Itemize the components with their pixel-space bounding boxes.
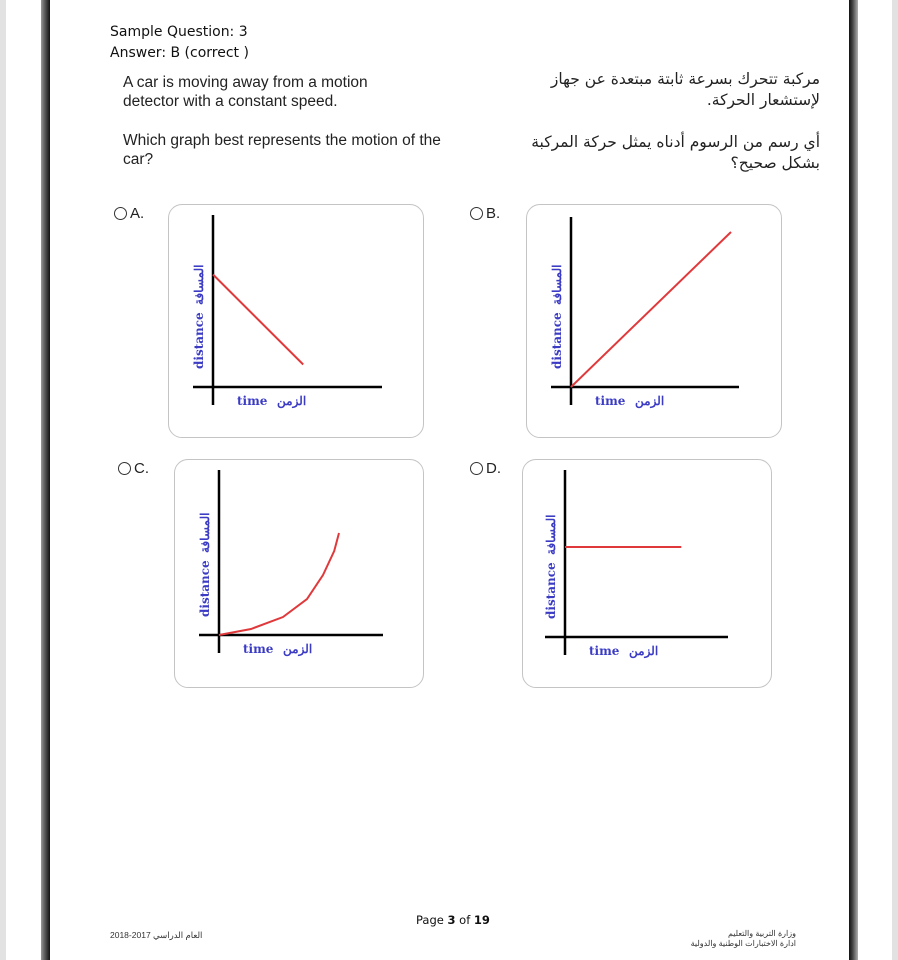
page-prefix: Page — [416, 913, 448, 927]
x-axis-label-english: time — [589, 644, 620, 658]
radio-button-icon[interactable] — [470, 462, 483, 475]
x-axis-label-english: time — [243, 642, 274, 656]
y-axis-label-arabic: المسافة — [550, 264, 564, 305]
option-letter: A. — [130, 205, 145, 222]
x-axis-label-english: time — [237, 394, 268, 408]
graph-card-a — [168, 204, 424, 438]
page-of: of — [455, 913, 474, 927]
ministry-name — [691, 929, 796, 949]
school-year: العام الدراسي 2017-2018 — [110, 930, 203, 940]
viewer-frame-right-edge — [892, 0, 898, 960]
option-a[interactable] — [114, 205, 144, 222]
y-axis-label-english: distance — [544, 562, 558, 619]
option-letter: B. — [486, 205, 501, 222]
data-line — [219, 533, 339, 635]
sample-question-heading: Sample Question: 3 — [110, 24, 248, 40]
option-c[interactable] — [118, 460, 149, 477]
data-line — [571, 232, 731, 387]
y-axis-label-arabic: المسافة — [198, 512, 212, 553]
y-axis-label-arabic: المسافة — [544, 514, 558, 555]
x-axis-label-arabic: الزمن — [635, 394, 665, 408]
page-total: 19 — [473, 913, 490, 927]
radio-button-icon[interactable] — [470, 207, 483, 220]
option-letter: D. — [486, 460, 501, 477]
option-letter: C. — [134, 460, 149, 477]
ministry-line-2: ادارة الاختبارات الوطنية والدولية — [690, 939, 796, 948]
y-axis-label-english: distance — [550, 312, 564, 369]
graph-card-c — [174, 459, 424, 688]
answer-heading: Answer: B (correct ) — [110, 45, 249, 61]
radio-button-icon[interactable] — [118, 462, 131, 475]
question-prompt-arabic: أي رسم من الرسوم أدناه يمثل حركة المركبة بشكل صحيح؟ — [531, 133, 820, 172]
x-axis-label-arabic: الزمن — [629, 644, 659, 658]
page-shadow-right — [849, 0, 858, 960]
option-d[interactable] — [470, 460, 501, 477]
data-line — [213, 275, 303, 365]
graph-c — [175, 460, 425, 689]
y-axis-label-english: distance — [192, 312, 206, 369]
option-b[interactable] — [470, 205, 500, 222]
question-text-arabic: مركبة تتحرك بسرعة ثابتة مبتعدة عن جهاز لإستشعار الحركة. — [550, 70, 820, 109]
graph-card-d — [522, 459, 772, 688]
graph-card-b — [526, 204, 782, 438]
x-axis-label-arabic: الزمن — [283, 642, 313, 656]
page-shadow-left — [41, 0, 50, 960]
question-prompt-english: Which graph best represents the motion of the car? — [123, 132, 441, 168]
x-axis-label-arabic: الزمن — [277, 394, 307, 408]
graph-b — [527, 205, 783, 439]
viewer-frame-left-edge — [0, 0, 6, 960]
question-text-english: A car is moving away from a motion detector with a constant speed. — [123, 74, 368, 110]
ministry-line-1: وزارة التربية والتعليم — [727, 929, 796, 938]
graph-d — [523, 460, 773, 689]
y-axis-label-arabic: المسافة — [192, 264, 206, 305]
page-current: 3 — [447, 913, 456, 927]
x-axis-label-english: time — [595, 394, 626, 408]
y-axis-label-english: distance — [198, 560, 212, 617]
page-number — [416, 913, 490, 927]
radio-button-icon[interactable] — [114, 207, 127, 220]
graph-a — [169, 205, 425, 439]
